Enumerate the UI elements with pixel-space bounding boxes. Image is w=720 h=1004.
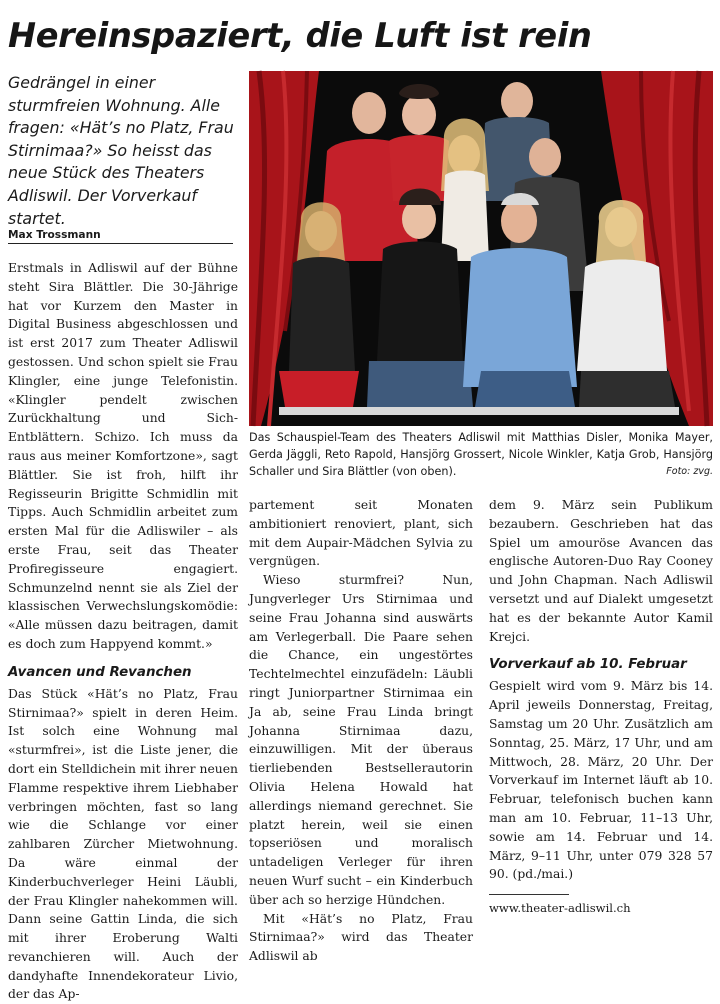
paragraph: Mit «Hät’s no Platz, Frau Stirnimaa?» wird das Theater Adliswil ab	[249, 911, 473, 964]
photo-credit: Foto: zvg.	[666, 465, 713, 477]
photo-illustration	[249, 71, 713, 426]
column-3	[489, 496, 713, 916]
divider	[489, 894, 569, 895]
website-link[interactable]: www.theater-adliswil.ch	[489, 901, 631, 916]
author-byline: Max Trossmann	[8, 228, 233, 244]
paragraph: Das Stück «Hät’s no Platz, Frau Stirnimaa?» spielt in deren Heim. Ist solch eine Wohnung mal «sturmfrei», ist die Liste jener, die dort ein Stelldichein mit ihrer neuen Flamme respektive ihrem Liebhaber verbringen möchten, fast so lang wie die Schlange vor einer zahlbaren Zürcher Mietwohnung. Da wäre einmal der Kinderbuchverleger Heini Läubli, der Frau Klingler nahekommen will. Dann seine Gattin Linda, die sich mit ihrer Eroberung Walti revanchieren will. Auch der dandyhafte Innendekorateur Livio, der das Ap-	[8, 686, 238, 1002]
column-1	[8, 259, 238, 1004]
paragraph: Wieso sturmfrei? Nun, Jungverleger Urs Stirnimaa und seine Frau Johanna sind auswärts am Verlegerball. Die Paare sehen die Chance, ein ungestörtes Techtelmechtel einzufädeln: Läubli ringt Juniorpartner Stirnimaa ein Ja ab, seine Frau Linda bringt Johanna Stirnimaa dazu, einzuwilligen. Mit der überaus tierliebenden Bestsellerautorin Olivia Helena Howald hat allerdings niemand gerechnet. Sie platzt herein, weil sie einen topseriösen und moralisch untadeligen Verleger für ihren neuen Wurf sucht – ein Kinderbuch über ach so herzige Hündchen.	[249, 573, 473, 907]
paragraph: Gespielt wird vom 9. März bis 14. April jeweils Donnerstag, Freitag, Samstag um 20 Uhr. Zusätzlich am Sonntag, 25. März, 17 Uhr, und am Mittwoch, 28. März, 20 Uhr. Der Vorverkauf im Internet läuft ab 10. Februar, telefonisch buchen kann man am 10. Februar, 11–13 Uhr, sowie am 14. Februar und 14. März, 9–11 Uhr, unter 079 328 57 90. (pd./mai.)	[489, 679, 713, 882]
lead-paragraph: Gedrängel in einer sturmfreien Wohnung. Alle fragen: «Hät’s no Platz, Frau Stirnimaa?» So heisst das neue Stück des Theaters Adliswil. Der Vorverkauf startet.	[8, 73, 234, 228]
column-2	[249, 496, 473, 966]
headline: Hereinspaziert, die Luft ist rein	[8, 16, 592, 55]
paragraph: dem 9. März sein Publikum bezaubern. Geschrieben hat das Spiel um amouröse Avancen das englische Autoren-Duo Ray Cooney und John Chapman. Nach Adliswil versetzt und auf Dialekt umgesetzt hat es der bekannte Autor Kamil Krejci.	[489, 498, 713, 644]
subhead-vorverkauf: Vorverkauf ab 10. Februar	[489, 657, 687, 673]
paragraph: partement seit Monaten ambitioniert renoviert, plant, sich mit dem Aupair-Mädchen Sylvia zu vergnügen.	[249, 498, 473, 569]
subhead-avancen: Avancen und Revanchen	[8, 664, 192, 680]
caption-text: Das Schauspiel-Team des Theaters Adliswil mit Matthias Disler, Monika Mayer, Gerda Jäggli, Reto Rapold, Hansjörg Grossert, Nicole Winkler, Katja Grob, Hansjörg Schaller und Sira Blättler (von oben).	[249, 431, 713, 478]
photo-caption	[249, 430, 713, 480]
ensemble-photo	[249, 71, 713, 426]
paragraph: Erstmals in Adliswil auf der Bühne steht Sira Blättler. Die 30-Jährige hat vor Kurzem den Master in Digital Business abgeschlossen und ist erst 2017 zum Theater Adliswil gestossen. Und schon spielt sie Frau Klingler, eine junge Telefonistin. «Klingler pendelt zwischen Zurückhaltung und Sich-Entblättern. Schizo. Ich muss da raus aus meiner Komfortzone», sagt Blättler. Sie ist froh, hilft ihr Regisseurin Brigitte Schmidlin mit Tipps. Auch Schmidlin arbeitet zum ersten Mal für die Adliswiler – als erste Frau, seit das Theater Profiregisseure engagiert. Schmunzelnd nennt sie als Ziel der klassischen Verwechslungskomödie: «Alle müssen dazu beitragen, damit es doch zum Happyend kommt.»	[8, 261, 238, 651]
